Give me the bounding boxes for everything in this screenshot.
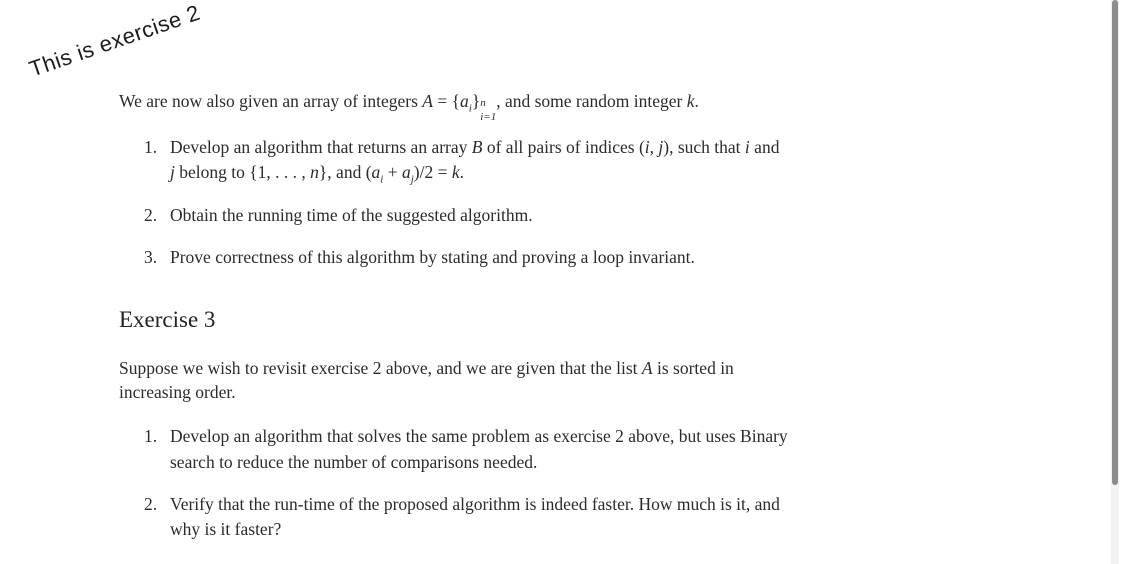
item-text: Obtain the running time of the suggested algorithm.	[170, 205, 533, 225]
ex2-item-1-line-2	[170, 160, 464, 184]
list-number: 2.	[144, 494, 158, 514]
ex3-item-1-line-2: search to reduce the number of comparisons needed.	[170, 452, 538, 472]
math-var-A: A	[641, 358, 653, 378]
math-var-j: j	[170, 162, 175, 182]
intro-text: We are now also given an array of integers	[119, 91, 423, 111]
item-text: Develop an algorithm that returns an array	[170, 137, 472, 157]
list-number: 1.	[144, 137, 158, 157]
ex3-item-2-line-1	[144, 492, 780, 516]
math-sub-i: i	[380, 173, 384, 186]
ex2-item-3	[144, 245, 695, 269]
math-sup-n: n	[480, 97, 486, 109]
exercise-2-intro	[119, 89, 699, 123]
vertical-scrollbar[interactable]	[1111, 0, 1119, 564]
intro-end: .	[694, 91, 699, 111]
item-text: of all pairs of indices (	[482, 137, 645, 157]
item-text: is sorted in	[652, 358, 734, 378]
ex3-intro-line-1	[119, 356, 734, 380]
math-ij: i, j	[644, 137, 664, 157]
item-text: belong to {1, . . . ,	[174, 162, 311, 182]
item-text: Verify that the run-time of the proposed algorithm is indeed faster. How much is it, and	[170, 494, 780, 514]
math-sub-range: i=1	[480, 111, 497, 123]
math-var-k: k	[686, 91, 695, 111]
math-var-k: k	[451, 162, 460, 182]
item-text: Prove correctness of this algorithm by stating and proving a loop invariant.	[170, 247, 695, 267]
math-var-i: i	[744, 137, 750, 157]
math-sub-j: j	[410, 173, 414, 186]
math-var-a: a	[371, 162, 381, 182]
math-close-brace: }	[471, 91, 481, 111]
ex3-item-2-line-2: why is it faster?	[170, 519, 282, 539]
item-text: and	[749, 137, 780, 157]
math-var-B: B	[471, 137, 483, 157]
ex2-item-1-line-1	[144, 135, 779, 159]
item-text: }, and (	[318, 162, 372, 182]
math-var-a: a	[460, 91, 469, 111]
list-number: 3.	[144, 247, 158, 267]
math-var-a: a	[401, 162, 411, 182]
annotation-text: This is exercise 2	[26, 0, 204, 82]
math-plus: +	[383, 162, 402, 182]
scrollbar-thumb[interactable]	[1112, 0, 1118, 485]
ex3-intro-line-2: increasing order.	[119, 382, 236, 402]
math-var-n: n	[310, 162, 319, 182]
list-number: 1.	[144, 426, 158, 446]
ex3-item-1-line-1	[144, 424, 788, 448]
item-end: .	[459, 162, 464, 182]
math-div: )/2 =	[413, 162, 452, 182]
item-text: ), such that	[663, 137, 745, 157]
intro-text-post: , and some random integer	[496, 91, 687, 111]
item-text: Develop an algorithm that solves the same problem as exercise 2 above, but uses Binary	[170, 426, 788, 446]
math-sub-i: i	[468, 102, 472, 115]
item-text: Suppose we wish to revisit exercise 2 above, and we are given that the list	[119, 358, 642, 378]
math-var-A: A	[422, 91, 433, 111]
math-eq: = {	[432, 91, 460, 111]
list-number: 2.	[144, 205, 158, 225]
exercise-3-heading: Exercise 3	[119, 307, 216, 332]
ex2-item-2	[144, 203, 533, 227]
